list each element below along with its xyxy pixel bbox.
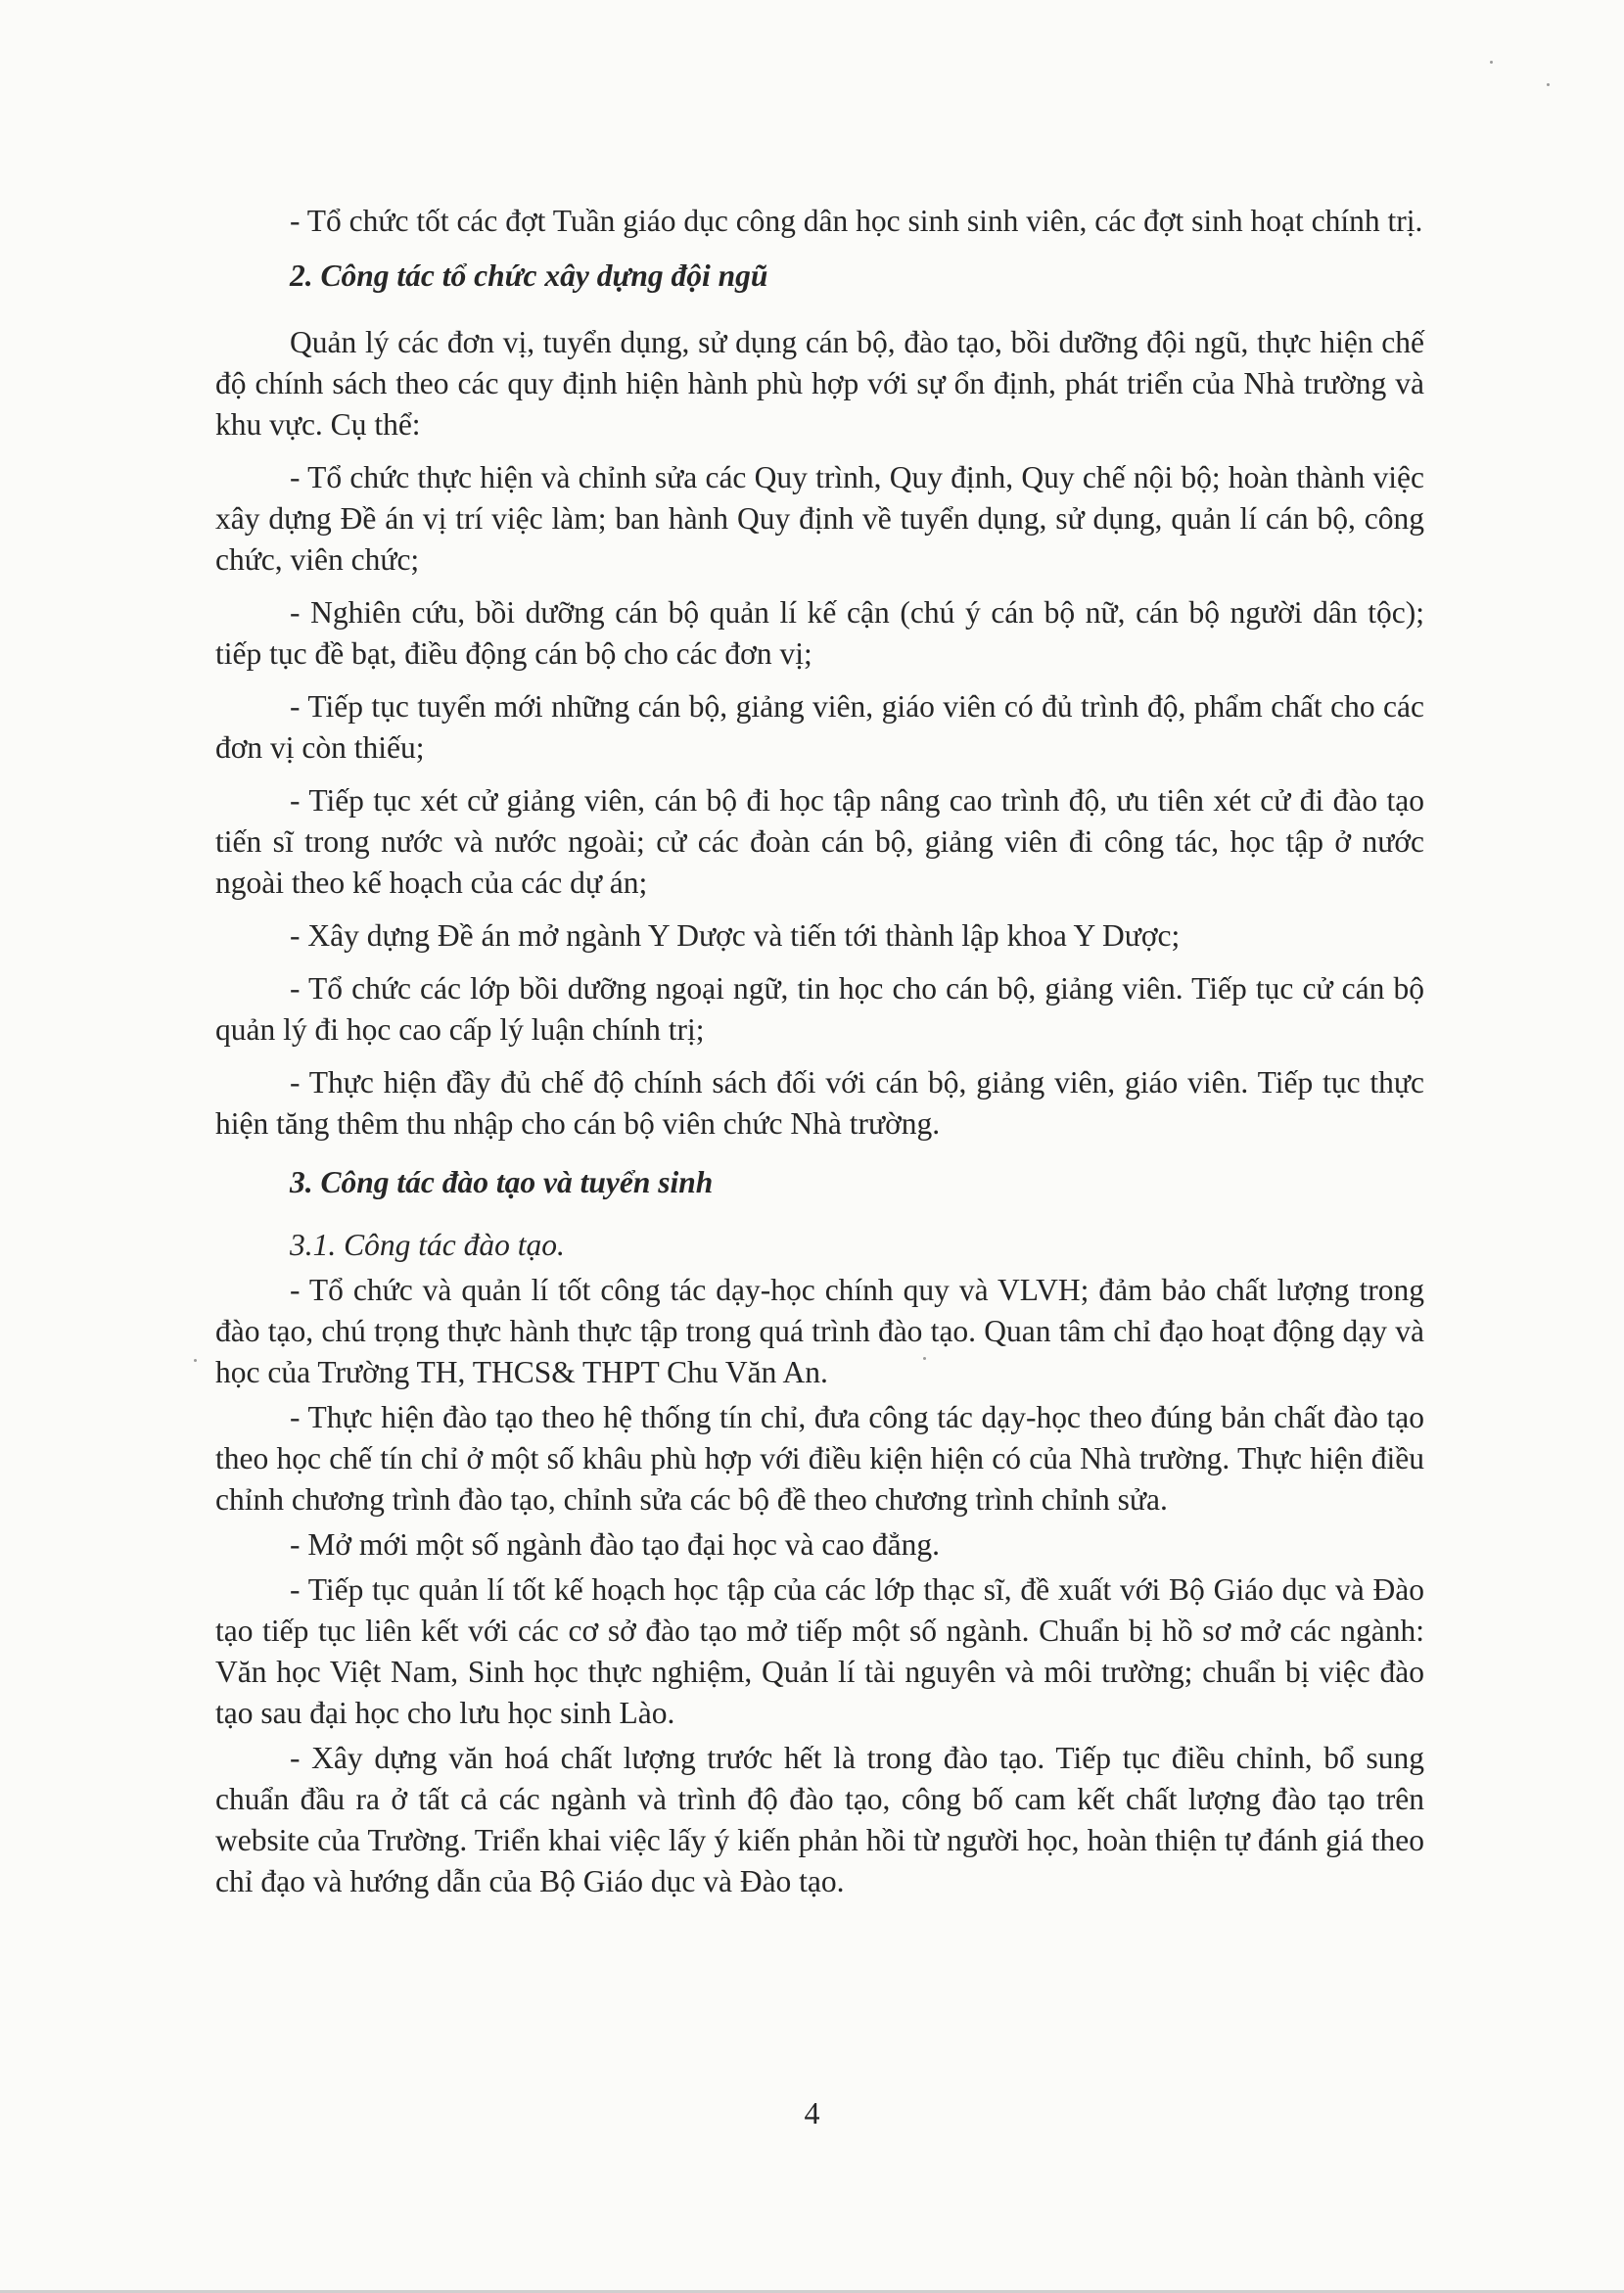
- section-heading: 3. Công tác đào tạo và tuyển sinh: [290, 1165, 714, 1199]
- paragraph: - Thực hiện đầy đủ chế độ chính sách đối với cán bộ, giảng viên, giáo viên. Tiếp tục thực hiện tăng thêm thu nhập cho cán bộ viên chức Nhà trường.: [215, 1065, 1424, 1141]
- paragraph: - Mở mới một số ngành đào tạo đại học và cao đẳng.: [290, 1527, 941, 1562]
- document-body: [215, 201, 1424, 1906]
- paragraph: - Xây dựng Đề án mở ngành Y Dược và tiến tới thành lập khoa Y Dược;: [290, 918, 1181, 953]
- paragraph: - Tổ chức các lớp bồi dưỡng ngoại ngữ, tin học cho cán bộ, giảng viên. Tiếp tục cử cán bộ quản lý đi học cao cấp lý luận chính trị;: [215, 971, 1424, 1047]
- paragraph: - Thực hiện đào tạo theo hệ thống tín chỉ, đưa công tác dạy-học theo đúng bản chất đào tạo theo học chế tín chỉ ở một số khâu phù hợp với điều kiện hiện có của Nhà trường. Thực hiện điều chỉnh chương trình đào tạo, chỉnh sửa các bộ đề theo chương trình chỉnh sửa.: [215, 1400, 1424, 1517]
- paragraph: - Nghiên cứu, bồi dưỡng cán bộ quản lí kế cận (chú ý cán bộ nữ, cán bộ người dân tộc); tiếp tục đề bạt, điều động cán bộ cho các đơn vị;: [215, 595, 1424, 671]
- page-number: 4: [804, 2095, 820, 2130]
- scan-speck: [194, 1359, 197, 1362]
- paragraph: - Tiếp tục tuyển mới những cán bộ, giảng viên, giáo viên có đủ trình độ, phẩm chất cho các đơn vị còn thiếu;: [215, 689, 1424, 765]
- paragraph: - Tổ chức tốt các đợt Tuần giáo dục công dân học sinh sinh viên, các đợt sinh hoạt chính trị.: [290, 204, 1423, 238]
- paragraph: Quản lý các đơn vị, tuyển dụng, sử dụng cán bộ, đào tạo, bồi dưỡng đội ngũ, thực hiện chế độ chính sách theo các quy định hiện hành phù hợp với sự ổn định, phát triển của Nhà trường và khu vực. Cụ thể:: [215, 325, 1424, 442]
- scan-speck: [1547, 83, 1550, 86]
- paragraph: - Tiếp tục quản lí tốt kế hoạch học tập của các lớp thạc sĩ, đề xuất với Bộ Giáo dục và Đào tạo tiếp tục liên kết với các cơ sở đào tạo mở tiếp một số ngành. Chuẩn bị hồ sơ mở các ngành: Văn học Việt Nam, Sinh học thực nghiệm, Quản lí tài nguyên và môi trường; chuẩn bị việc đào tạo sau đại học cho lưu học sinh Lào.: [215, 1572, 1424, 1730]
- paragraph: - Tiếp tục xét cử giảng viên, cán bộ đi học tập nâng cao trình độ, ưu tiên xét cử đi đào tạo tiến sĩ trong nước và nước ngoài; cử các đoàn cán bộ, giảng viên đi công tác, học tập ở nước ngoài theo kế hoạch của các dự án;: [215, 783, 1424, 900]
- scan-speck: [1490, 61, 1493, 64]
- subsection-heading: 3.1. Công tác đào tạo.: [290, 1228, 565, 1262]
- paragraph: - Xây dựng văn hoá chất lượng trước hết là trong đào tạo. Tiếp tục điều chỉnh, bổ sung chuẩn đầu ra ở tất cả các ngành và trình độ đào tạo, công bố cam kết chất lượng đào tạo trên website của Trường. Triển khai việc lấy ý kiến phản hồi từ người học, hoàn thiện tự đánh giá theo chỉ đạo và hướng dẫn của Bộ Giáo dục và Đào tạo.: [215, 1741, 1424, 1898]
- paragraph: - Tổ chức thực hiện và chỉnh sửa các Quy trình, Quy định, Quy chế nội bộ; hoàn thành việc xây dựng Đề án vị trí việc làm; ban hành Quy định về tuyển dụng, sử dụng, quản lí cán bộ, công chức, viên chức;: [215, 460, 1424, 577]
- section-heading: 2. Công tác tổ chức xây dựng đội ngũ: [290, 258, 768, 293]
- paragraph: - Tổ chức và quản lí tốt công tác dạy-học chính quy và VLVH; đảm bảo chất lượng trong đào tạo, chú trọng thực hành thực tập trong quá trình đào tạo. Quan tâm chỉ đạo hoạt động dạy và học của Trường TH, THCS& THPT Chu Văn An.: [215, 1273, 1424, 1389]
